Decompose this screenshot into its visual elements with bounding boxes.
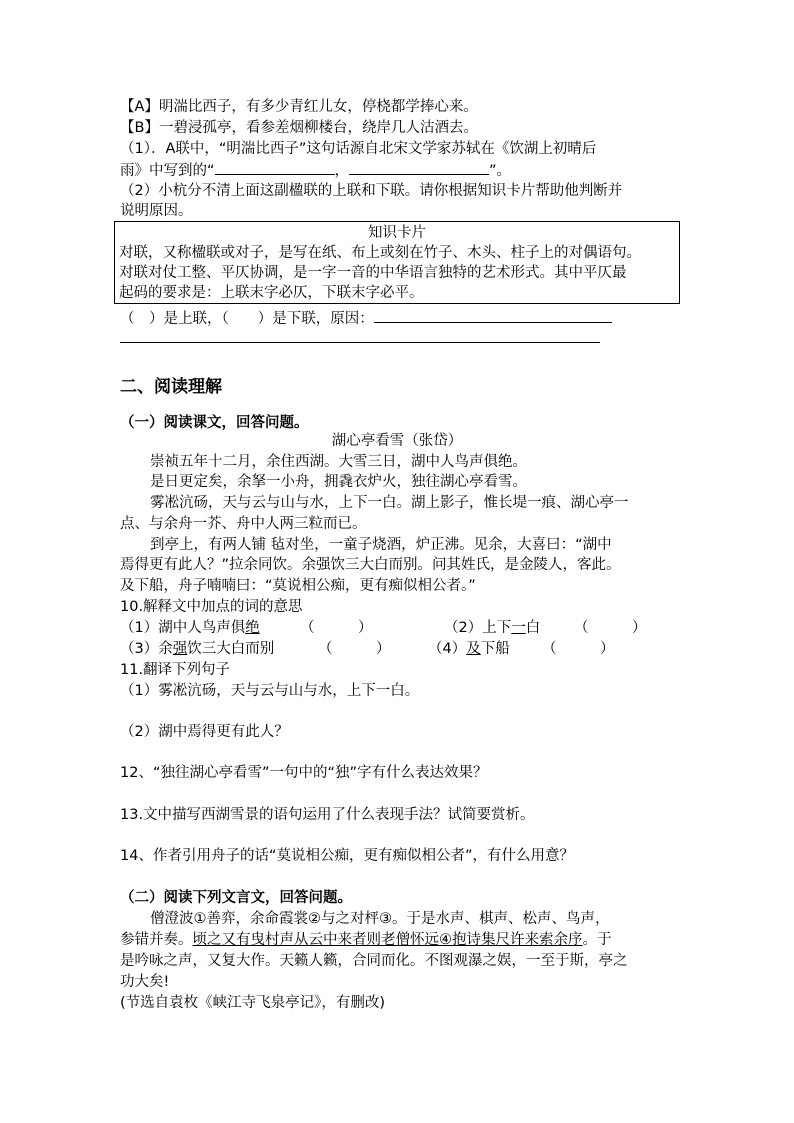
q10-2-text: （2）上下一白 bbox=[444, 620, 541, 636]
question-1-comma: ， bbox=[334, 163, 350, 179]
question-13: 13.文中描写西湖雪景的语句运用了什么表现手法？试简要赏析。 bbox=[120, 807, 535, 823]
passage-2-source: (节选自袁枚《峡江寺飞泉亭记》，有删改) bbox=[120, 995, 386, 1011]
question-2-line-1: （2）小杭分不清上面这副楹联的上联和下联。请你根据知识卡片帮助他判断并 bbox=[120, 183, 623, 199]
section-2-title: 二、阅读理解 bbox=[120, 377, 222, 397]
q10-2-word: 一 bbox=[511, 620, 526, 636]
question-12: 12、“独往湖心亭看雪”一句中的“独”字有什么表达效果？ bbox=[120, 765, 488, 781]
note-marker-4: ④ bbox=[439, 932, 452, 948]
knowledge-card-line-1: 对联，又称楹联或对子，是写在纸、布上或刻在竹子、木头、柱子上的对偶语句。 bbox=[119, 245, 641, 261]
q10-3-blank[interactable]: （ ） bbox=[318, 641, 391, 657]
reason-blank[interactable] bbox=[374, 308, 612, 323]
part-2-heading: （二）阅读下列文言文，回答问题。 bbox=[120, 890, 352, 906]
passage-para-3a: 雾凇沆砀，天与云与山与水，上下一白。湖上影子，惟长堤一痕、湖心亭一 bbox=[150, 495, 629, 511]
answer-line-text: （ ）是上联，（ ）是下联，原因： bbox=[120, 311, 374, 327]
note-marker-1: ① bbox=[193, 911, 207, 927]
passage-para-1: 崇祯五年十二月，余住西湖。大雪三日，湖中人鸟声俱绝。 bbox=[150, 454, 527, 470]
q10-3-word: 强 bbox=[172, 641, 188, 657]
question-10: 10.解释文中加点的词的意思 bbox=[120, 599, 303, 615]
passage-title: 湖心亭看雪（张岱） bbox=[331, 433, 463, 449]
q10-1-text: （1）湖中人鸟声俱 bbox=[120, 620, 246, 636]
passage-2-line-2: 参错并奏。顷之又有曳村声从云中来者则老僧怀远④抱诗集尺许来索余序。于 bbox=[120, 932, 612, 948]
passage-para-4a: 到亭上，有两人铺 毡对坐，一童子烧酒，炉正沸。见余，大喜曰：“湖中 bbox=[150, 537, 612, 553]
note-marker-3: ③ bbox=[379, 911, 392, 927]
couplet-a: 【A】明湍比西子，有多少青红儿女，停桡都学捧心来。 bbox=[120, 99, 478, 115]
underlined-sentence: 顷之又有曳村声从云中来者则老僧怀远④抱诗集尺许来索余序 bbox=[192, 932, 583, 948]
question-1-text-pre: 雨》中写到的“ bbox=[120, 163, 215, 179]
knowledge-card-line-2: 对联对仗工整、平仄协调，是一字一音的中华语言独特的艺术形式。其中平仄最 bbox=[119, 265, 627, 281]
q10-4-word: 及 bbox=[466, 641, 481, 657]
question-2-line-2: 说明原因。 bbox=[120, 203, 193, 219]
knowledge-card bbox=[114, 221, 680, 304]
passage-para-4b: 焉得更有此人？”拉余同饮。余强饮三大白而别。问其姓氏，是金陵人，客此。 bbox=[120, 557, 621, 573]
question-11-1: （1）雾凇沆砀，天与云与山与水，上下一白。 bbox=[120, 683, 420, 699]
question-10-row-1 bbox=[120, 618, 647, 638]
q10-1-word: 绝 bbox=[245, 620, 260, 636]
question-10-row-2 bbox=[120, 639, 615, 659]
q10-4-text: （4）及下船 bbox=[428, 641, 510, 657]
question-1-line-1: （1）．A联中，“明湍比西子”这句话源自北宋文学家苏轼在《饮湖上初晴后 bbox=[120, 141, 597, 157]
question-11: 11.翻译下列句子 bbox=[120, 662, 231, 678]
q10-4-blank[interactable]: （ ） bbox=[542, 641, 615, 657]
question-14: 14、作者引用舟子的话“莫说相公痴，更有痴似相公者”，有什么用意？ bbox=[120, 848, 574, 864]
answer-blank-1[interactable] bbox=[215, 160, 335, 175]
q10-1-blank[interactable]: （ ） bbox=[300, 620, 373, 636]
passage-para-2: 是日更定矣，余拏一小舟，拥毳衣炉火，独往湖心亭看雪。 bbox=[150, 474, 527, 490]
part-1-heading: （一）阅读课文，回答问题。 bbox=[120, 415, 309, 431]
reason-blank-line-2[interactable] bbox=[120, 342, 600, 343]
knowledge-card-title: 知识卡片 bbox=[368, 225, 426, 241]
passage-2-line-1: 僧澄波①善弈，余命霞裳②与之对枰③。于是水声、棋声、松声、鸟声， bbox=[150, 911, 610, 927]
question-11-2: （2）湖中焉得更有此人？ bbox=[120, 724, 289, 740]
passage-para-3b: 点、与余舟一芥、舟中人两三粒而已。 bbox=[120, 516, 367, 532]
question-1-line-2 bbox=[120, 160, 511, 181]
q10-3-text: （3）余强饮三大白而别 bbox=[120, 641, 275, 657]
answer-blank-2[interactable] bbox=[349, 160, 489, 175]
passage-2-line-3: 是吟咏之声，又复大作。天籁人籁，合同而化。不图观瀑之娱，一至于斯，亭之 bbox=[120, 953, 628, 969]
q10-2-blank[interactable]: （ ） bbox=[574, 620, 647, 636]
passage-para-4c: 及下船，舟子喃喃曰：“莫说相公痴，更有痴似相公者。” bbox=[120, 578, 476, 594]
knowledge-card-line-3: 起码的要求是：上联末字必仄，下联末字必平。 bbox=[119, 285, 424, 301]
note-marker-2: ② bbox=[308, 911, 321, 927]
passage-2-line-4: 功大矣! bbox=[120, 974, 170, 990]
question-1-text-post: ”。 bbox=[489, 163, 512, 179]
answer-line bbox=[120, 308, 612, 329]
couplet-b: 【B】一碧浸孤亭，看参差烟柳楼台，绕岸几人沽酒去。 bbox=[120, 120, 478, 136]
